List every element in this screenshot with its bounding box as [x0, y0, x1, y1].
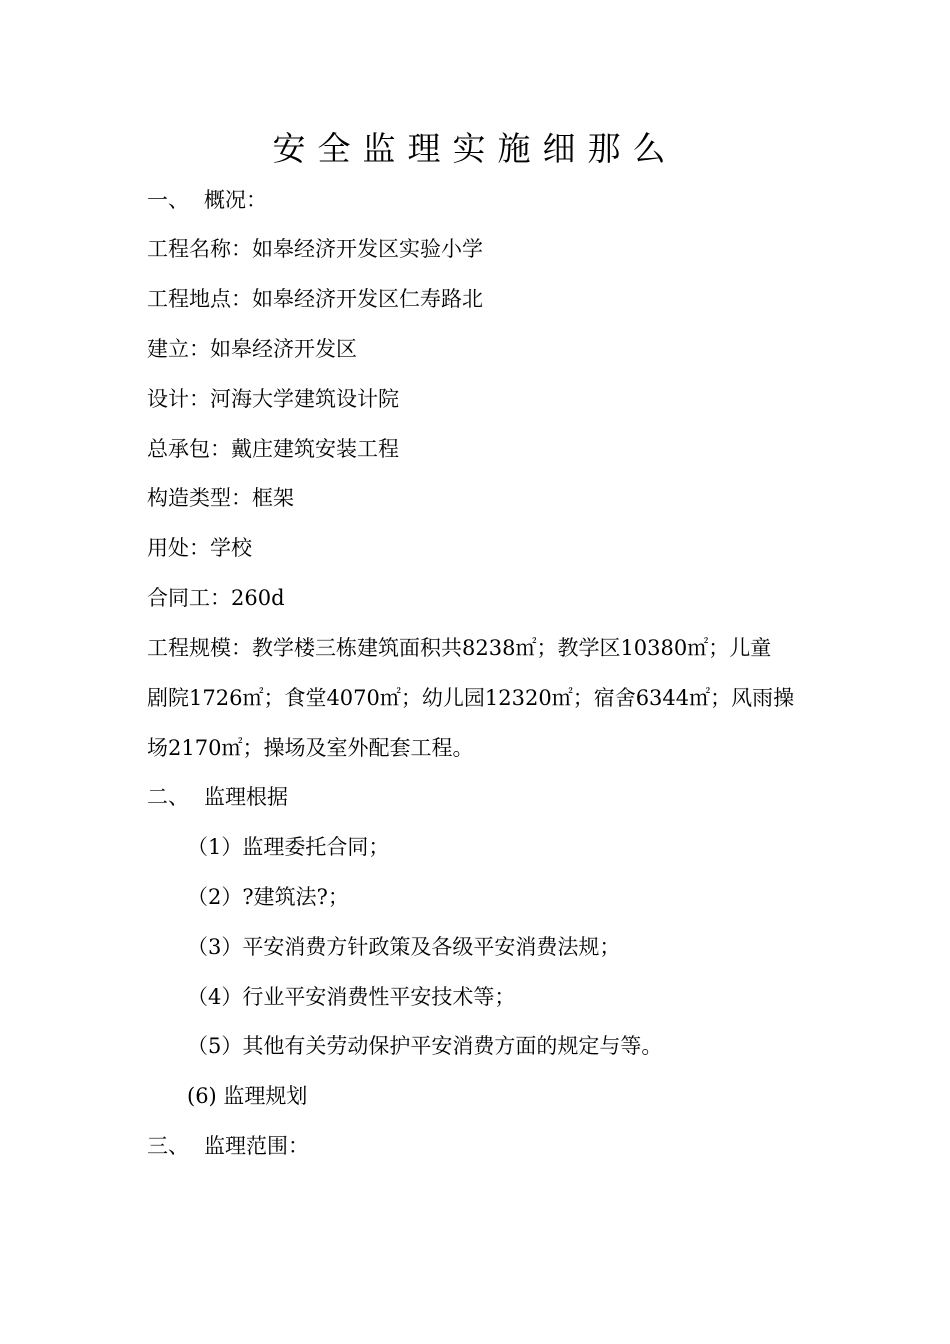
section-number: 一、	[147, 188, 189, 212]
section-number: 二、	[147, 785, 189, 809]
basis-item-4: （4）行业平安消费性平安技术等；	[187, 985, 516, 1009]
document-title: 安全监理实施细那么	[272, 129, 678, 168]
section-number: 三、	[147, 1134, 189, 1158]
design-line: 设计：河海大学建筑设计院	[147, 387, 399, 411]
project-scale-line-3: 场2170㎡；操场及室外配套工程。	[147, 736, 474, 760]
contract-period-line: 合同工：260d	[147, 586, 285, 610]
basis-item-3: （3）平安消费方针政策及各级平安消费法规；	[187, 935, 621, 959]
project-scale-line-2: 剧院1726㎡；食堂4070㎡；幼儿园12320㎡；宿舍6344㎡；风雨操	[147, 686, 795, 710]
section-heading-text: 概况：	[204, 188, 267, 212]
project-location-line: 工程地点：如皋经济开发区仁寿路北	[147, 287, 483, 311]
section-heading-text: 监理范围：	[204, 1134, 309, 1158]
basis-item-1: （1）监理委托合同；	[187, 835, 390, 859]
section-heading-basis	[147, 782, 288, 812]
basis-item-2: （2）?建筑法?；	[187, 885, 349, 909]
basis-item-6: (6) 监理规划	[187, 1084, 308, 1108]
section-heading-text: 监理根据	[204, 785, 288, 809]
structure-type-line: 构造类型：框架	[147, 486, 294, 510]
basis-item-5: （5）其他有关劳动保护平安消费方面的规定与等。	[187, 1034, 663, 1058]
general-contractor-line: 总承包：戴庄建筑安装工程	[147, 437, 399, 461]
section-heading-overview	[147, 185, 267, 215]
project-name-line: 工程名称：如皋经济开发区实验小学	[147, 237, 483, 261]
section-heading-scope	[147, 1131, 309, 1161]
builder-line: 建立：如皋经济开发区	[147, 337, 357, 361]
usage-line: 用处：学校	[147, 536, 252, 560]
project-scale-line-1: 工程规模：教学楼三栋建筑面积共8238㎡；教学区10380㎡；儿童	[147, 636, 772, 660]
